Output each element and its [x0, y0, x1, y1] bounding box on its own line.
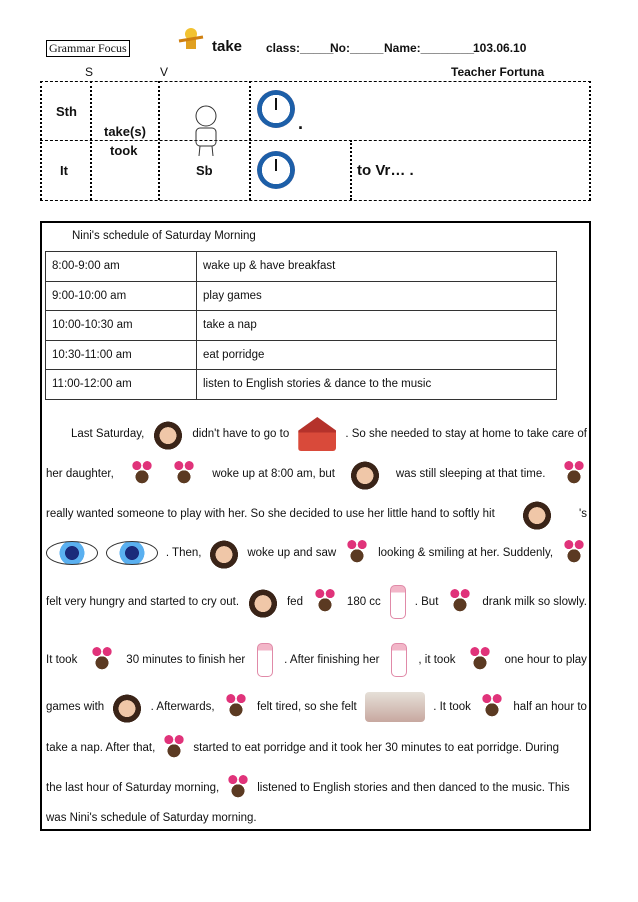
- story-text: one hour to play: [504, 654, 587, 666]
- sleeping-baby-icon: [365, 692, 425, 722]
- sth-label: Sth: [56, 104, 77, 119]
- story-text: It took: [46, 654, 78, 666]
- story-text: looking & smiling at her. Suddenly,: [378, 547, 554, 559]
- story-text: . Then,: [165, 547, 202, 559]
- mother-icon: [112, 691, 142, 723]
- nini-icon: [447, 588, 473, 616]
- eye-icon: [46, 541, 98, 565]
- time-cell: 10:30-11:00 am: [46, 340, 197, 370]
- milk-bottle-icon: [257, 643, 273, 677]
- story-text: woke up and saw: [247, 547, 337, 559]
- table-row: [46, 311, 557, 341]
- story-text: . But: [414, 596, 439, 608]
- story-text: 180 cc: [346, 596, 381, 608]
- story-text: felt very hungry and started to cry out.: [46, 596, 240, 608]
- story-text: fed: [286, 596, 303, 608]
- story-line-1: [46, 416, 587, 452]
- school-icon: [298, 417, 336, 451]
- mother-icon: [209, 537, 239, 569]
- table-border-left: [40, 81, 42, 200]
- story-text: felt tired, so she felt: [257, 701, 357, 713]
- story-text: . Afterwards,: [150, 701, 215, 713]
- story-text: games with: [46, 701, 105, 713]
- table-col-4: [350, 140, 352, 200]
- story-text: drank milk so slowly.: [482, 596, 587, 608]
- nini-icon: [312, 588, 338, 616]
- mother-icon: [153, 418, 183, 450]
- time-cell: 9:00-10:00 am: [46, 281, 197, 311]
- story-text: listened to English stories and then danced to the music. This: [257, 782, 570, 794]
- nini-icon: [89, 646, 115, 674]
- table-row: [46, 252, 557, 282]
- table-col-1: [90, 81, 92, 200]
- story-line-10: was Nini's schedule of Saturday morning.: [46, 812, 257, 824]
- period-mark: .: [298, 113, 304, 133]
- v-label: V: [160, 65, 169, 79]
- story-text: was still sleeping at that time.: [395, 468, 546, 480]
- story-line-8: [46, 730, 587, 766]
- mother-icon: [522, 498, 552, 530]
- nini-icon: [344, 539, 370, 567]
- activity-cell: play games: [197, 281, 557, 311]
- story-line-3: [46, 498, 587, 530]
- story-text: didn't have to go to: [192, 428, 290, 440]
- table-border-top: [40, 81, 591, 82]
- story-line-7: [46, 688, 587, 726]
- activity-cell: wake up & have breakfast: [197, 252, 557, 282]
- class-field: class:_____: [266, 41, 334, 55]
- story-text: . So she needed to stay at home to take care of: [345, 428, 587, 440]
- take-title: take: [212, 38, 243, 55]
- story-line-2: [46, 456, 587, 492]
- milk-bottle-icon: [391, 643, 407, 677]
- person-icon: [187, 104, 225, 156]
- story-text: half an hour to: [513, 701, 587, 713]
- teacher-name: Teacher Fortuna: [451, 65, 545, 79]
- table-row: [46, 340, 557, 370]
- s-label: S: [85, 65, 94, 79]
- no-field: No:_____: [330, 41, 384, 55]
- story-text: woke up at 8:00 am, but: [212, 468, 335, 480]
- nini-icon: [161, 734, 187, 762]
- it-label: It: [60, 163, 68, 178]
- table-col-2: [158, 81, 160, 200]
- table-border-right: [589, 81, 591, 200]
- eye-icon: [106, 541, 158, 565]
- story-text: . It took: [433, 701, 471, 713]
- time-cell: 8:00-9:00 am: [46, 252, 197, 282]
- story-line-5: [46, 582, 587, 622]
- time-cell: 11:00-12:00 am: [46, 370, 197, 400]
- story-text: 's: [579, 508, 587, 520]
- table-col-3: [249, 81, 251, 200]
- story-text: , it took: [418, 654, 456, 666]
- story-text: Last Saturday,: [71, 428, 145, 440]
- activity-cell: take a nap: [197, 311, 557, 341]
- story-text: the last hour of Saturday morning,: [46, 782, 220, 794]
- story-text: 30 minutes to finish her: [126, 654, 246, 666]
- nini-icon: [561, 539, 587, 567]
- story-text: started to eat porridge and it took her 30 minutes to eat porridge. During: [193, 742, 559, 754]
- activity-cell: listen to English stories & dance to the music: [197, 370, 557, 400]
- story-text: take a nap. After that,: [46, 742, 156, 754]
- story-line-9: [46, 770, 587, 806]
- sb-label: Sb: [196, 163, 213, 178]
- mascot-icon: [177, 27, 205, 53]
- nini-icon: [561, 460, 587, 488]
- nini-icon: [129, 460, 155, 488]
- took-label: took: [110, 143, 138, 158]
- schedule-table: [45, 251, 557, 400]
- mother-icon: [350, 458, 380, 490]
- nini-icon: [225, 774, 251, 802]
- milk-bottle-icon: [390, 585, 406, 619]
- story-line-6: [46, 640, 587, 680]
- clock-icon-bottom: [257, 151, 295, 189]
- table-border-bottom: [40, 200, 591, 201]
- mother-icon: [248, 586, 278, 618]
- nini-icon: [171, 460, 197, 488]
- schedule-title: Nini's schedule of Saturday Morning: [72, 230, 256, 242]
- nini-icon: [467, 646, 493, 674]
- story-text: her daughter,: [46, 468, 114, 480]
- to-vr-label: to Vr… .: [357, 162, 414, 179]
- activity-cell: eat porridge: [197, 340, 557, 370]
- takes-label: take(s): [104, 124, 146, 139]
- story-text: . After finishing her: [284, 654, 380, 666]
- clock-icon-top: [257, 90, 295, 128]
- grammar-focus-label: Grammar Focus: [46, 40, 130, 57]
- table-row: [46, 370, 557, 400]
- table-row: [46, 281, 557, 311]
- nini-icon: [479, 693, 505, 721]
- table-divider: [40, 140, 591, 141]
- nini-icon: [223, 693, 249, 721]
- date-label: 103.06.10: [473, 41, 527, 55]
- time-cell: 10:00-10:30 am: [46, 311, 197, 341]
- story-line-4: [46, 536, 587, 570]
- story-text: really wanted someone to play with her. So she decided to use her little hand to softly hit: [46, 508, 495, 520]
- name-field: Name:________: [384, 41, 475, 55]
